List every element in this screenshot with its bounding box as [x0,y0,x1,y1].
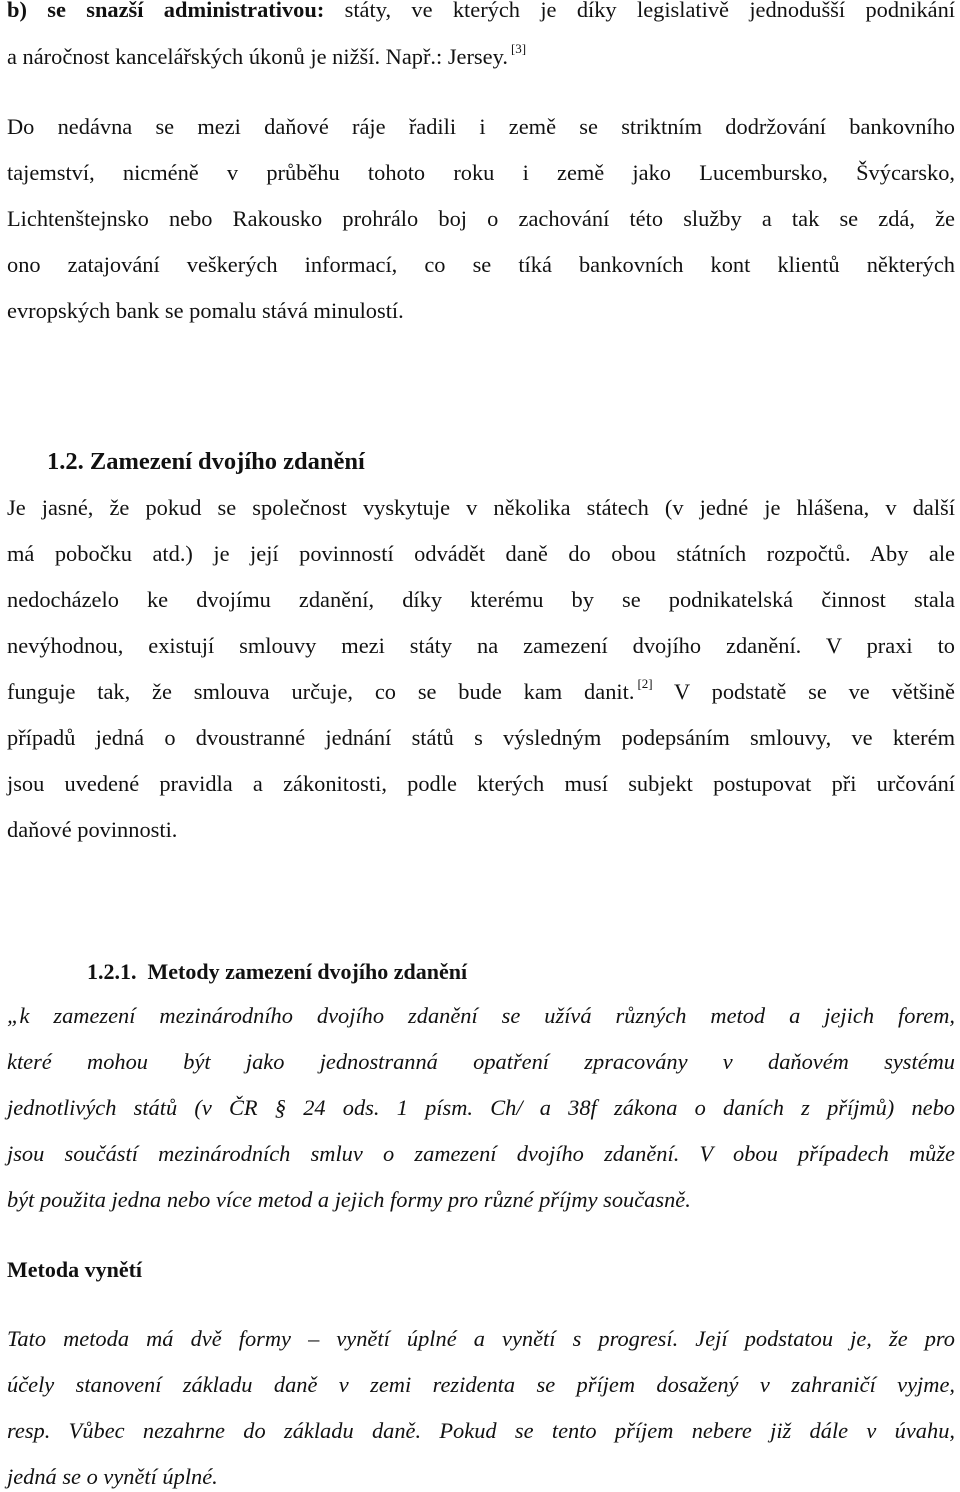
paragraph-line [7,42,955,72]
paragraph-line: má pobočku atd.) je její povinností odvádět daně do obou státních rozpočtů. Aby ale [7,541,955,566]
paragraph-line: Lichtenštejnsko nebo Rakousko prohrálo boj o zachování této služby a tak se zdá, že [7,206,955,231]
footnote-ref: [3] [510,41,527,56]
paragraph-line: Tato metoda má dvě formy – vynětí úplné a vynětí s progresí. Její podstatou je, že pro [7,1326,955,1351]
footnote-ref: [2] [637,676,653,691]
paragraph-line: Do nedávna se mezi daňové ráje řadili i země se striktním dodržování bankovního [7,114,955,139]
quote-line: jednotlivých států (v ČR § 24 ods. 1 písm. Ch/ a 38f zákona o daních z příjmů) nebo [7,1095,955,1120]
text-run: funguje tak, že smlouva určuje, co se bude kam danit. [7,679,635,704]
paragraph-line: nevýhodnou, existují smlouvy mezi státy na zamezení dvojího zdanění. V praxi to [7,633,955,658]
method-heading: Metoda vynětí [7,1257,143,1282]
quote-line: být použita jedna nebo více metod a jejich formy pro různé příjmy současně. [7,1187,691,1212]
paragraph-line [7,0,955,25]
text-run: V podstatě se ve většině [652,679,955,704]
paragraph-line: Je jasné, že pokud se společnost vyskytuje v několika státech (v jedné je hlášena, v další [7,495,955,520]
paragraph-line: resp. Vůbec nezahrne do základu daně. Pokud se tento příjem nebere již dále v úvahu, [7,1418,955,1443]
paragraph-line: tajemství, nicméně v průběhu tohoto roku i země jako Lucembursko, Švýcarsko, [7,160,955,185]
paragraph-line [7,677,955,707]
section-heading: 1.2. Zamezení dvojího zdanění [47,448,365,475]
paragraph-line: účely stanovení základu daně v zemi rezidenta se příjem dosažený v zahraničí vyjme, [7,1372,955,1397]
paragraph-line: jedná se o vynětí úplné. [7,1464,218,1489]
quote-line: jsou součástí mezinárodních smluv o zamezení dvojího zdanění. V obou případech může [7,1141,955,1166]
paragraph-line: případů jedná o dvoustranné jednání států s výsledným podepsáním smlouvy, ve kterém [7,725,955,750]
paragraph-line: evropských bank se pomalu stává minulostí. [7,298,404,323]
text-run: a náročnost kancelářských úkonů je nižší. Např.: Jersey. [7,44,508,69]
quote-line: které mohou být jako jednostranná opatření zpracovány v daňovém systému [7,1049,955,1074]
quote-line: „k zamezení mezinárodního dvojího zdanění se užívá různých metod a jejich forem, [7,1003,955,1028]
subsection-heading: 1.2.1. Metody zamezení dvojího zdanění [87,959,468,984]
paragraph-line: daňové povinnosti. [7,817,178,842]
paragraph-line: jsou uvedené pravidla a zákonitosti, podle kterých musí subjekt postupovat při určování [7,771,955,796]
paragraph-line: ono zatajování veškerých informací, co se tíká bankovních kont klientů některých [7,252,955,277]
bold-lead: b) se snazší administrativou: [7,0,325,22]
paragraph-line: nedocházelo ke dvojímu zdanění, díky kterému by se podnikatelská činnost stala [7,587,955,612]
text-run: státy, ve kterých je díky legislativě jednodušší podnikání [324,0,955,22]
